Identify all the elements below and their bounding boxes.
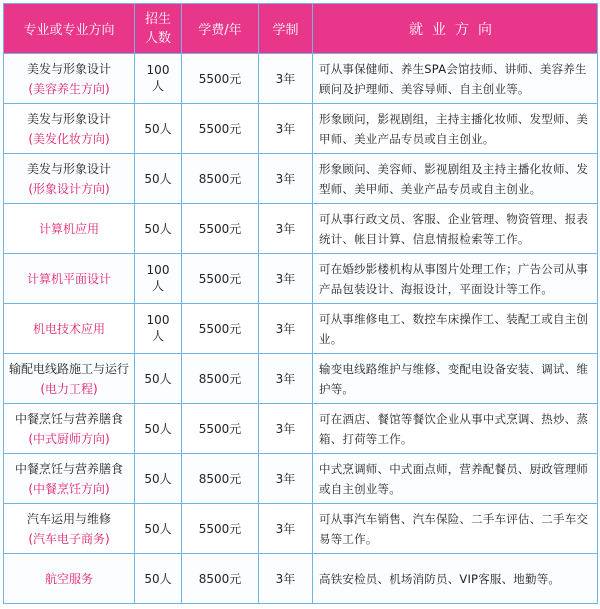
fee-cell: 8500元 (182, 154, 259, 204)
table-row (4, 154, 598, 204)
employment-cell: 可从事维修电工、数控车床操作工、装配工或自主创业。 (313, 304, 598, 354)
major-cell (4, 304, 135, 354)
header-enroll-text: 招生 人数 (144, 11, 171, 46)
enroll-count-cell: 50人 (135, 504, 182, 554)
major-cell (4, 54, 135, 104)
employment-cell: 输变电线路维护与维修、变配电设备安装、调试、维护等。 (313, 354, 598, 404)
major-direction: (中餐烹饪方向) (28, 481, 110, 496)
major-direction: (中式厨师方向) (28, 431, 110, 446)
fee-cell: 5500元 (182, 504, 259, 554)
table-row (4, 204, 598, 254)
major-cell (4, 554, 135, 604)
table-row (4, 304, 598, 354)
major-name: 中餐烹饪与营养膳食 (14, 461, 123, 476)
table-row (4, 504, 598, 554)
years-cell: 3年 (259, 504, 313, 554)
employment-cell: 可在婚纱影楼机构从事图片处理工作；广告公司从事产品包装设计、海报设计，平面设计等工作。 (313, 254, 598, 304)
years-cell: 3年 (259, 554, 313, 604)
table-header-row (4, 4, 598, 54)
fee-cell: 8500元 (182, 454, 259, 504)
table-row (4, 54, 598, 104)
major-name: 机电技术应用 (32, 321, 105, 336)
major-name: 美发与形象设计 (26, 111, 111, 126)
major-direction: (电力工程) (40, 381, 98, 396)
major-cell (4, 454, 135, 504)
employment-cell: 中式烹调师、中式面点师，营养配餐员、厨政管理师或自主创业等。 (313, 454, 598, 504)
years-cell: 3年 (259, 154, 313, 204)
table-row (4, 404, 598, 454)
major-direction: (形象设计方向) (28, 181, 110, 196)
enroll-count-cell: 50人 (135, 354, 182, 404)
header-employment: 就业方向 (313, 4, 598, 54)
enroll-count-cell: 100人 (135, 304, 182, 354)
header-major: 专业或专业方向 (4, 4, 135, 54)
major-name: 计算机应用 (38, 221, 99, 236)
table-row (4, 554, 598, 604)
years-cell: 3年 (259, 254, 313, 304)
major-cell (4, 504, 135, 554)
fee-cell: 5500元 (182, 404, 259, 454)
enroll-count-cell: 50人 (135, 404, 182, 454)
fee-cell: 8500元 (182, 554, 259, 604)
enroll-count-cell: 100人 (135, 54, 182, 104)
employment-cell: 高铁安检员、机场消防员、VIP客服、地勤等。 (313, 554, 598, 604)
enroll-count-cell: 50人 (135, 154, 182, 204)
fee-cell: 5500元 (182, 304, 259, 354)
enroll-count-cell: 100人 (135, 254, 182, 304)
major-name: 航空服务 (44, 571, 93, 586)
major-cell (4, 104, 135, 154)
years-cell: 3年 (259, 204, 313, 254)
major-name: 美发与形象设计 (26, 61, 111, 76)
header-fee: 学费/年 (182, 4, 259, 54)
table-row (4, 354, 598, 404)
table-row (4, 104, 598, 154)
employment-cell: 可从事保健师、养生SPA会馆技师、讲师、美容养生顾问及护理师、美容导师、自主创业等。 (313, 54, 598, 104)
major-name: 美发与形象设计 (26, 161, 111, 176)
admissions-table (3, 3, 598, 604)
major-name: 计算机平面设计 (26, 271, 111, 286)
admissions-table-container (3, 3, 597, 606)
table-body (4, 54, 598, 604)
table-row (4, 454, 598, 504)
employment-cell: 可从事汽车销售、汽车保险、二手车评估、二手车交易等工作。 (313, 504, 598, 554)
enroll-count-cell: 50人 (135, 204, 182, 254)
table-row (4, 254, 598, 304)
fee-cell: 5500元 (182, 104, 259, 154)
years-cell: 3年 (259, 354, 313, 404)
enroll-count-cell: 50人 (135, 454, 182, 504)
enroll-count-cell: 50人 (135, 554, 182, 604)
employment-cell: 形象顾问，影视剧组，主持主播化妆师、发型师、美甲师、美业产品专员或自主创业。 (313, 104, 598, 154)
header-enroll (135, 4, 182, 54)
employment-cell: 形象顾问、美容师、影视剧组及主持主播化妆师、发型师、美甲师、美业产品专员或自主创业。 (313, 154, 598, 204)
fee-cell: 5500元 (182, 254, 259, 304)
years-cell: 3年 (259, 104, 313, 154)
major-name: 中餐烹饪与营养膳食 (14, 411, 123, 426)
years-cell: 3年 (259, 454, 313, 504)
major-cell (4, 404, 135, 454)
fee-cell: 8500元 (182, 354, 259, 404)
years-cell: 3年 (259, 404, 313, 454)
major-cell (4, 354, 135, 404)
fee-cell: 5500元 (182, 54, 259, 104)
employment-cell: 可在酒店、餐馆等餐饮企业从事中式烹调、热炒、蒸箱、打荷等工作。 (313, 404, 598, 454)
years-cell: 3年 (259, 304, 313, 354)
major-direction: (汽车电子商务) (28, 531, 110, 546)
header-years: 学制 (259, 4, 313, 54)
major-cell (4, 204, 135, 254)
major-direction: (美发化妆方向) (28, 131, 110, 146)
fee-cell: 5500元 (182, 204, 259, 254)
years-cell: 3年 (259, 54, 313, 104)
enroll-count-cell: 50人 (135, 104, 182, 154)
major-direction: (美容养生方向) (28, 81, 110, 96)
major-name: 汽车运用与维修 (26, 511, 111, 526)
major-cell (4, 254, 135, 304)
major-name: 输配电线路施工与运行 (8, 361, 129, 376)
employment-cell: 可从事行政文员、客服、企业管理、物资管理、报表统计、帐目计算、信息情报检索等工作。 (313, 204, 598, 254)
major-cell (4, 154, 135, 204)
